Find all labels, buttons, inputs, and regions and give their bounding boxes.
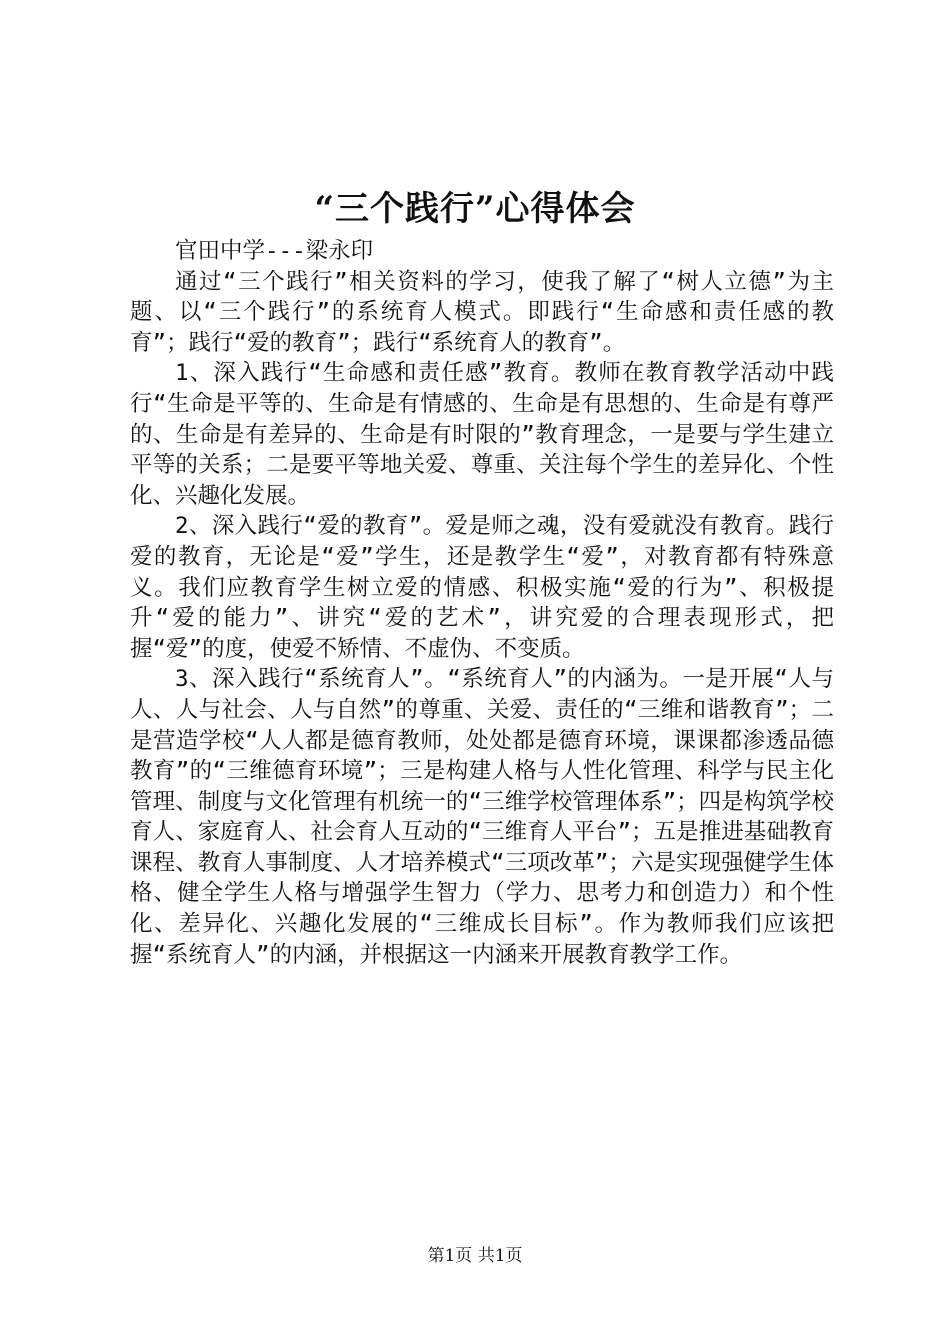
paragraph-intro: 通过“三个践行”相关资料的学习，使我了解了“树人立德”为主题、以“三个践行”的系统育人模式。即践行“生命感和责任感的教育”；践行“爱的教育”；践行“系统育人的教育”。: [130, 268, 834, 356]
paragraph-3: 3、深入践行“系统育人”。“系统育人”的内涵为。一是开展“人与人、人与社会、人与自然”的尊重、关爱、责任的“三维和谐教育”；二是营造学校“人人都是德育教师，处处都是德育环境，课课都渗透品德教育”的“三维德育环境”；三是构建人格与人性化管理、科学与民主化管理、制度与文化管理有机统一的“三维学校管理体系”；四是构筑学校育人、家庭育人、社会育人互动的“三维育人平台”；五是推进基础教育课程、教育人事制度、人才培养模式“三项改革”；六是实现强健学生体格、健全学生人格与增强学生智力（学力、思考力和创造力）和个性化、差异化、兴趣化发展的“三维成长目标”。作为教师我们应该把握“系统育人”的内涵，并根据这一内涵来开展教育教学工作。: [130, 666, 834, 968]
author-line: 官田中学---梁永印: [175, 238, 374, 264]
document-body: [130, 236, 834, 970]
paragraph-1: 1、深入践行“生命感和责任感”教育。教师在教育教学活动中践行“生命是平等的、生命是有情感的、生命是有思想的、生命是有尊严的、生命是有差异的、生命是有时限的”教育理念，一是要与学生建立平等的关系；二是要平等地关爱、尊重、关注每个学生的差异化、个性化、兴趣化发展。: [130, 360, 834, 509]
document-title: “三个践行”心得体会: [314, 189, 636, 229]
paragraph-2: 2、深入践行“爱的教育”。爱是师之魂，没有爱就没有教育。践行爱的教育，无论是“爱”学生，还是教学生“爱”，对教育都有特殊意义。我们应教育学生树立爱的情感、积极实施“爱的行为”、积极提升“爱的能力”、讲究“爱的艺术”，讲究爱的合理表现形式，把握“爱”的度，使爱不矫情、不虚伪、不变质。: [130, 513, 834, 662]
page-footer: 第1页 共1页: [427, 1246, 523, 1266]
